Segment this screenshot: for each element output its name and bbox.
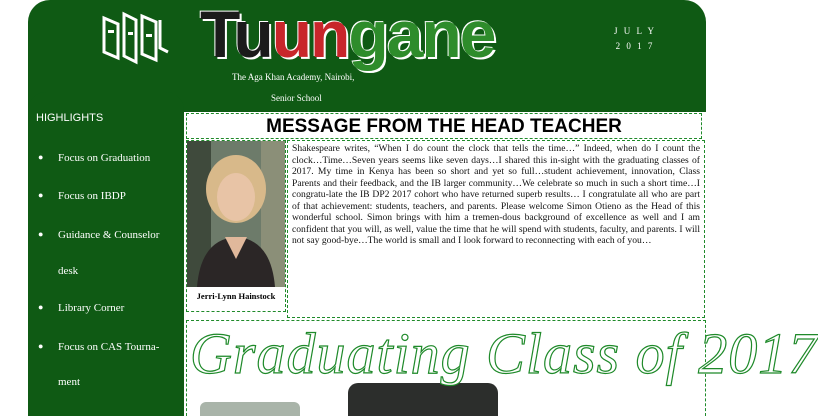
issue-year: 2 0 1 7 bbox=[615, 41, 655, 51]
masthead-part-1: Tu bbox=[200, 0, 272, 71]
graduation-photo-1 bbox=[200, 402, 300, 416]
bullet-icon: ● bbox=[38, 152, 44, 162]
school-name: The Aga Khan Academy, Nairobi, bbox=[232, 72, 355, 82]
highlights-heading: HIGHLIGHTS bbox=[36, 112, 104, 124]
article-title: MESSAGE FROM THE HEAD TEACHER bbox=[186, 113, 702, 139]
academy-logo-icon bbox=[98, 8, 172, 64]
school-division: Senior School bbox=[271, 93, 322, 103]
issue-date bbox=[608, 24, 662, 54]
bullet-icon: ● bbox=[38, 190, 44, 200]
masthead-part-3: gane bbox=[348, 0, 495, 71]
bullet-icon: ● bbox=[38, 341, 44, 351]
newsletter-masthead bbox=[200, 0, 494, 70]
graduation-title: Graduating Class of 2017 bbox=[190, 321, 818, 386]
photo-caption: Jerri-Lynn Hainstock bbox=[196, 291, 276, 301]
issue-month: J U L Y bbox=[613, 26, 657, 36]
head-teacher-photo bbox=[186, 140, 286, 312]
head-teacher-message: Shakespeare writes, “When I do count the clock that tells the time…” Indeed, when do I count the clock…Time…Seven years seems like seven days…I shared this in-sight with the graduating classes of 2017. My time in Kenya has been so short and yet so full…student achievement, innovation, Class Parents and their feedback, and the IB larger community…We celebrate so much in such a short time…I congratu-late the IB DP2 2017 cohort who have returned superb results… I congratulate all who are part of that achievement: students, teachers, and parents. Please welcome Simon Otieno as the Head of this wonderful school. Simon brings with him a tremen-dous background of excellence as well and I am confident that you will, as well, value the time that he will spend with students, faculty, and parents. I will not say good-bye…The world is small and I look forward to reconnecting with each of you… bbox=[287, 140, 705, 318]
highlights-sidebar: HIGHLIGHTS ● Focus on Graduation ● Focus on IBDP ● Guidance & Counselor desk ● Library Corner ● Focus on CAS Tourna- ment bbox=[28, 92, 184, 416]
bullet-icon: ● bbox=[38, 229, 44, 239]
bullet-icon: ● bbox=[38, 302, 44, 312]
masthead-part-2: un bbox=[271, 0, 349, 71]
portrait-image bbox=[187, 141, 285, 287]
